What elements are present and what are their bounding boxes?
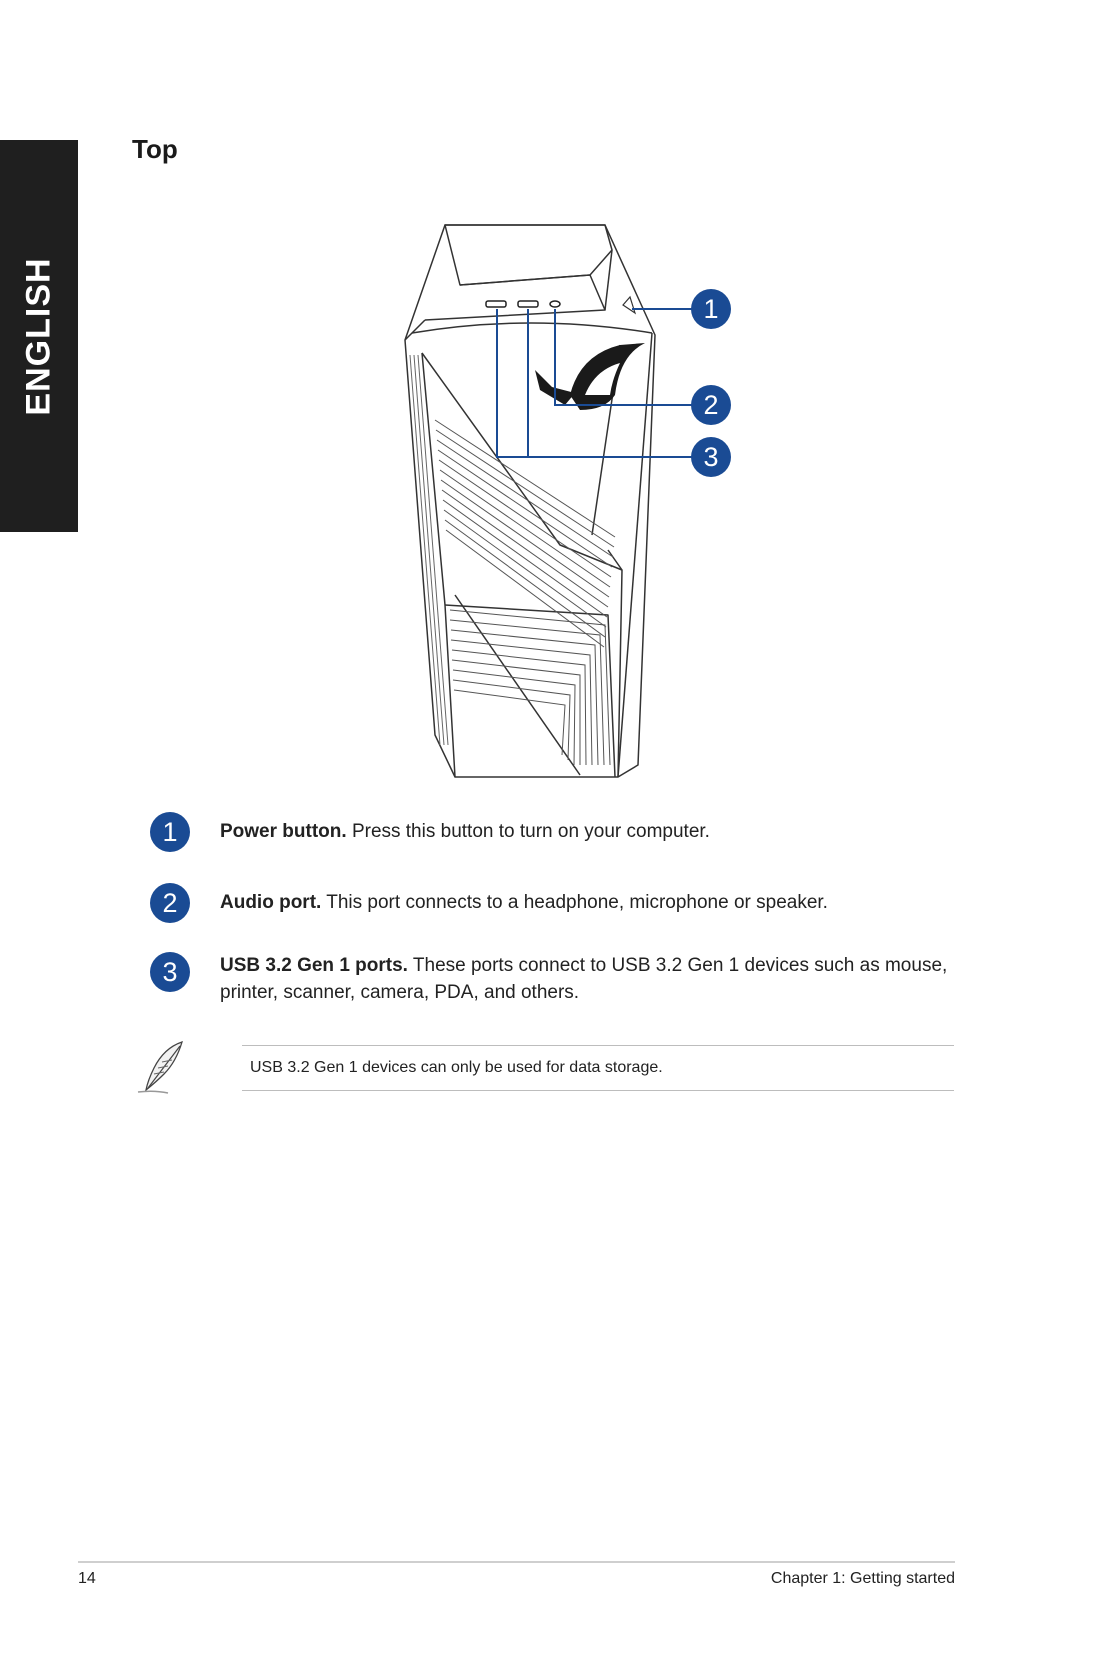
callout-item-power-button — [150, 812, 960, 852]
callout-text: This port connects to a headphone, microphone or speaker. — [326, 892, 828, 913]
language-side-tab — [0, 140, 78, 532]
footer-divider — [78, 1561, 955, 1563]
callout-description — [220, 883, 828, 916]
device-illustration — [380, 205, 780, 790]
diagram-callout-1: 1 — [691, 289, 731, 329]
callout-text: These ports connect to USB 3.2 Gen 1 devices such as mouse, printer, scanner, camera, PDA, and others. — [220, 955, 948, 1003]
callout-item-usb-ports — [150, 952, 960, 1006]
callout-title: Power button. — [220, 821, 347, 842]
language-tab-label: ENGLISH — [19, 256, 58, 416]
diagram-callout-2: 2 — [691, 385, 731, 425]
callout-badge-2: 2 — [150, 883, 190, 923]
callout-badge-1: 1 — [150, 812, 190, 852]
page-number: 14 — [78, 1570, 96, 1587]
callout-item-audio-port — [150, 883, 960, 923]
section-title: Top — [132, 134, 178, 164]
callout-title: Audio port. — [220, 892, 322, 913]
callout-description — [220, 812, 710, 845]
feather-pen-icon — [134, 1038, 192, 1096]
note-text: USB 3.2 Gen 1 devices can only be used for data storage. — [250, 1059, 663, 1076]
callout-badge-3: 3 — [150, 952, 190, 992]
diagram-callout-3: 3 — [691, 437, 731, 477]
note-box — [242, 1045, 954, 1091]
chapter-title: Chapter 1: Getting started — [770, 1570, 955, 1587]
callout-title: USB 3.2 Gen 1 ports. — [220, 955, 408, 976]
callout-description — [220, 952, 960, 1006]
callout-text: Press this button to turn on your computer. — [351, 821, 710, 842]
